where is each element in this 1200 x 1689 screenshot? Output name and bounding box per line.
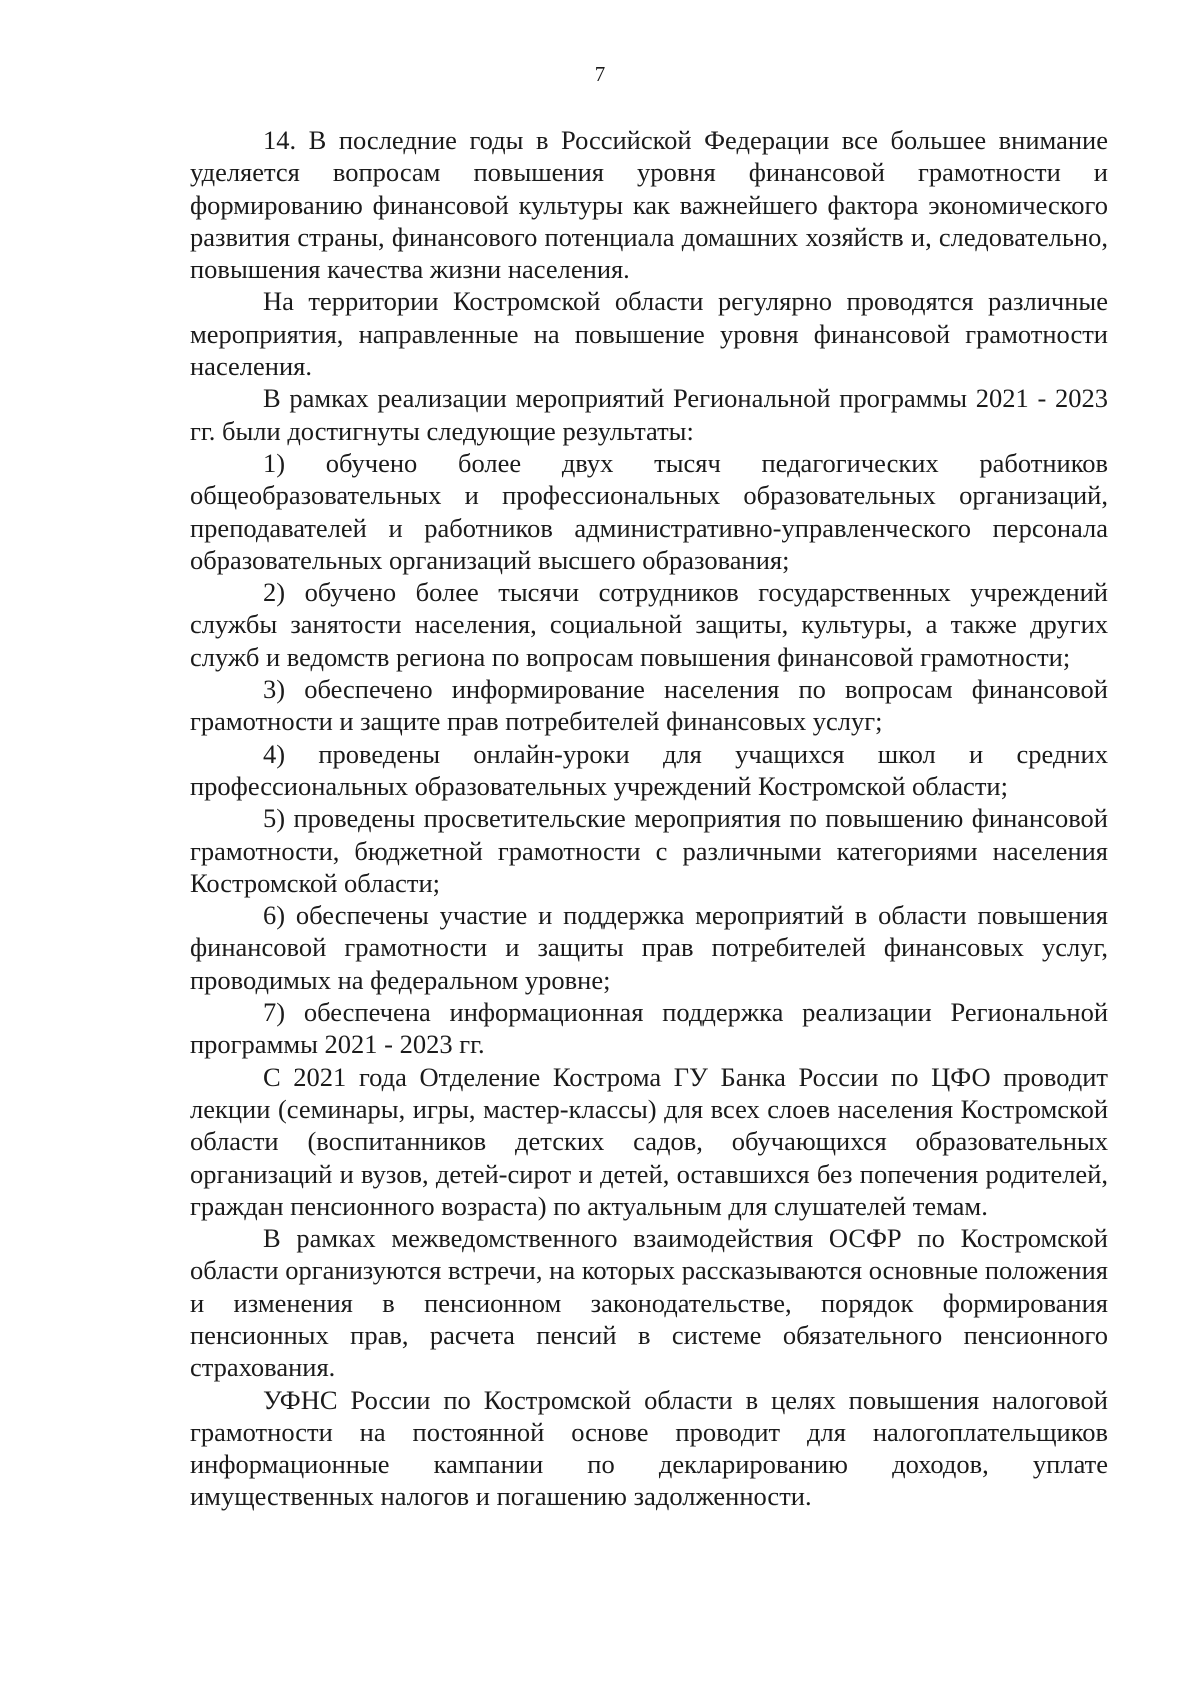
paragraph-ufns: УФНС России по Костромской области в целях повышения налоговой грамотности на постоянной основе проводит для налогоплательщиков информационные кампании по декларированию доходов, уплате имущественных налогов и погашению задолженности. — [190, 1384, 1108, 1512]
list-item-4: 4) проведены онлайн-уроки для учащихся школ и средних профессиональных образовательных учреждений Костромской области; — [190, 738, 1108, 801]
list-item-3: 3) обеспечено информирование населения по вопросам финансовой грамотности и защите прав потребителей финансовых услуг; — [190, 674, 1108, 737]
paragraph-program-results: В рамках реализации мероприятий Региональной программы 2021 - 2023 гг. были достигнуты следующие результаты: — [190, 383, 1108, 446]
paragraph-regional-events: На территории Костромской области регулярно проводятся различные мероприятия, направленные на повышение уровня финансовой грамотности населения. — [190, 286, 1108, 382]
list-item-6: 6) обеспечены участие и поддержка мероприятий в области повышения финансовой грамотности и защиты прав потребителей финансовых услуг, проводимых на федеральном уровне; — [190, 900, 1108, 995]
document-body — [190, 124, 1108, 1513]
paragraph-bank-of-russia: С 2021 года Отделение Кострома ГУ Банка России по ЦФО проводит лекции (семинары, игры, мастер-классы) для всех слоев населения Костромской области (воспитанников детских садов, обучающихся образовательных организаций и вузов, детей-сирот и детей, оставшихся без попечения родителей, граждан пенсионного возраста) по актуальным для слушателей темам. — [190, 1061, 1108, 1221]
list-item-7: 7) обеспечена информационная поддержка реализации Региональной программы 2021 - 2023 гг. — [190, 997, 1108, 1060]
list-item-2: 2) обучено более тысячи сотрудников государственных учреждений службы занятости населения, социальной защиты, культуры, а также других служб и ведомств региона по вопросам повышения финансовой грамотности; — [190, 577, 1108, 672]
paragraph-financial-literacy-intro: 14. В последние годы в Российской Федерации все большее внимание уделяется вопросам повышения уровня финансовой грамотности и формированию финансовой культуры как важнейшего фактора экономического развития страны, финансового потенциала домашних хозяйств и, следовательно, повышения качества жизни населения. — [190, 125, 1108, 285]
list-item-1: 1) обучено более двух тысяч педагогических работников общеобразовательных и профессиональных образовательных организаций, преподавателей и работников административно-управленческого персонала образовательных организаций высшего образования; — [190, 447, 1108, 575]
page-number: 7 — [594, 62, 606, 86]
list-item-5: 5) проведены просветительские мероприятия по повышению финансовой грамотности, бюджетной грамотности с различными категориями населения Костромской области; — [190, 803, 1108, 898]
paragraph-osfr: В рамках межведомственного взаимодействия ОСФР по Костромской области организуются встречи, на которых рассказываются основные положения и изменения в пенсионном законодательстве, порядок формирования пенсионных прав, расчета пенсий в системе обязательного пенсионного страхования. — [190, 1223, 1108, 1383]
